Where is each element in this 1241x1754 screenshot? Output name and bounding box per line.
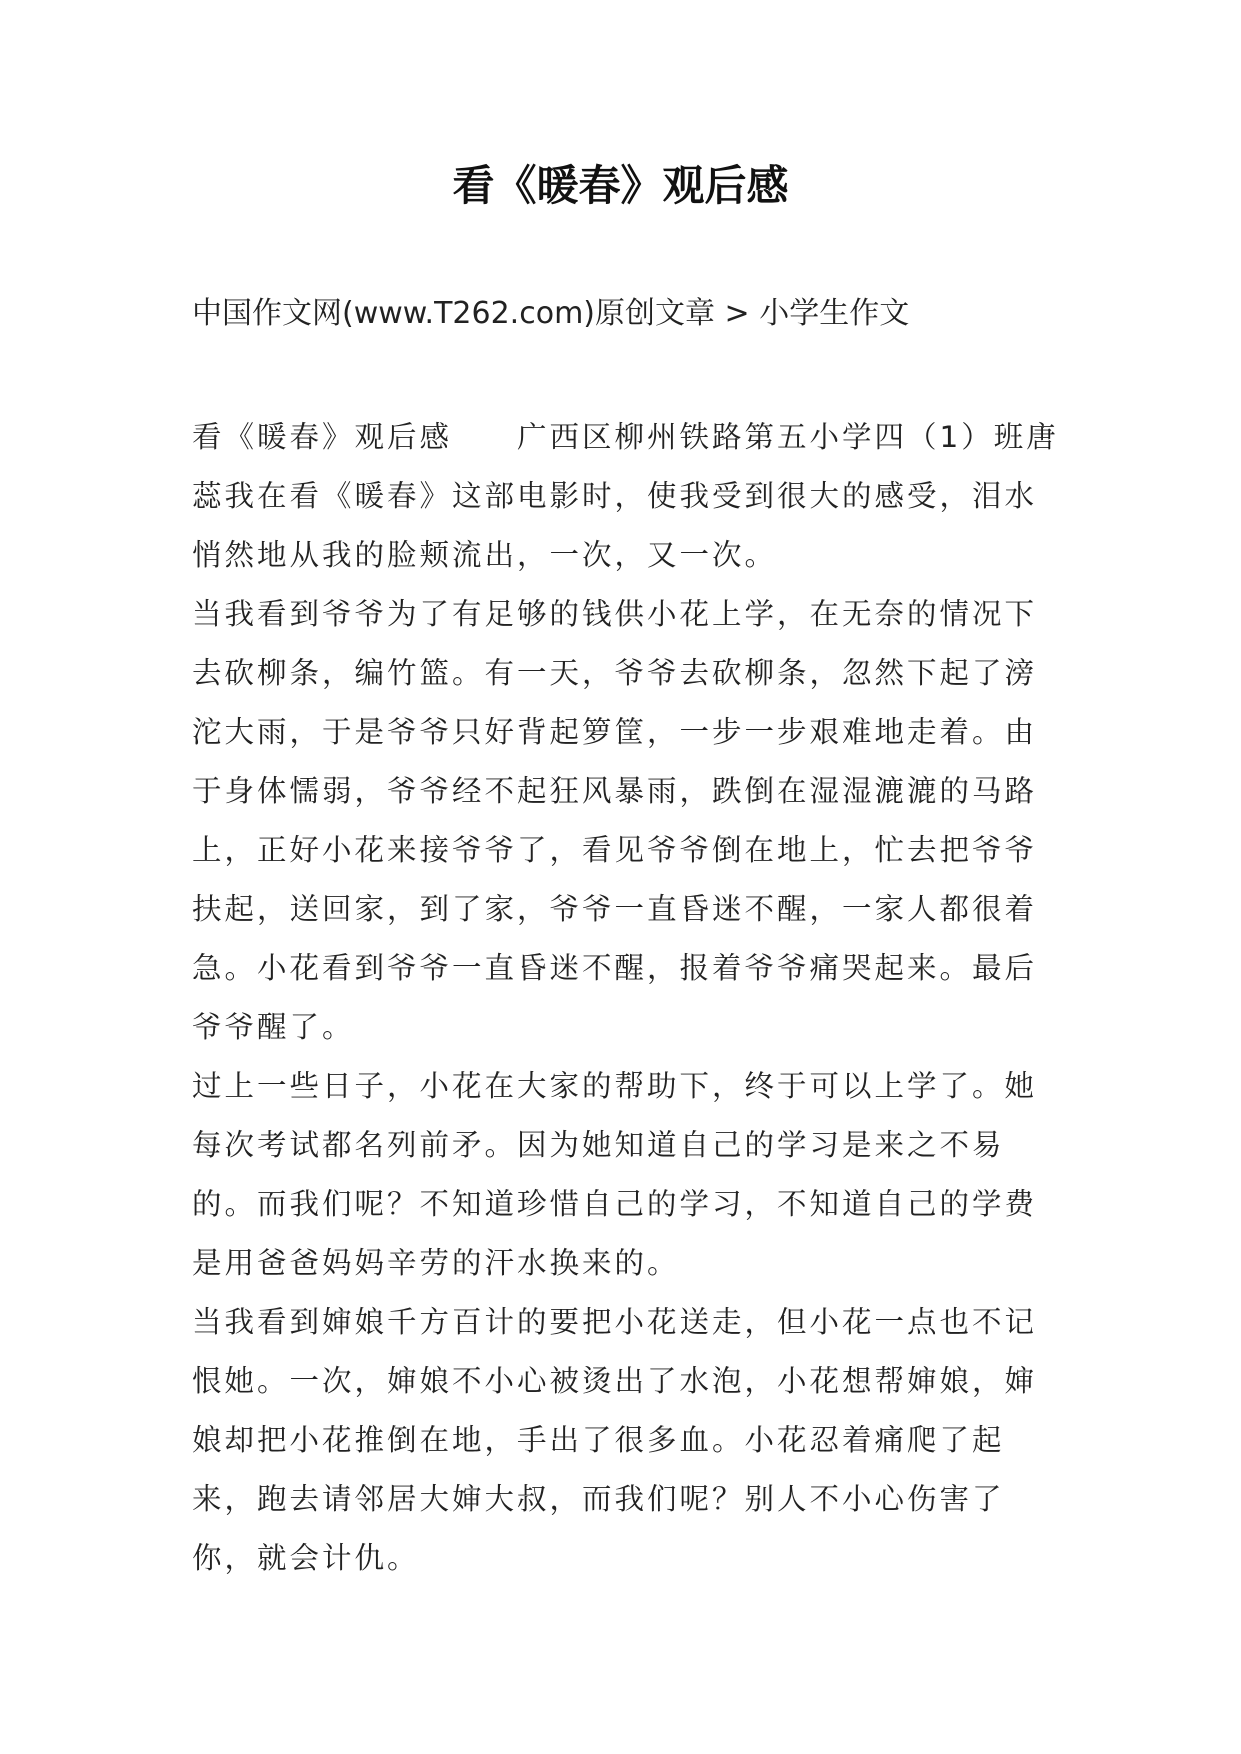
article-paragraph: 过上一些日子，小花在大家的帮助下，终于可以上学了。她每次考试都名列前矛。因为她知道自己的学习是来之不易的。而我们呢？不知道珍惜自己的学习，不知道自己的学费是用爸爸妈妈辛劳的汗水换来的。 xyxy=(192,1069,1038,1280)
breadcrumb-site: 中国作文网(www.T262.com)原创文章 xyxy=(192,296,715,331)
document-title: 看《暖春》观后感 xyxy=(452,161,789,210)
article-paragraph: 当我看到婶娘千方百计的要把小花送走，但小花一点也不记恨她。一次，婶娘不小心被烫出了水泡，小花想帮婶娘，婶娘却把小花推倒在地，手出了很多血。小花忍着痛爬了起来，跑去请邻居大婶大叔，而我们呢？别人不小心伤害了你，就会计仇。 xyxy=(192,1305,1038,1575)
breadcrumb xyxy=(192,292,1072,336)
article-paragraph: 当我看到爷爷为了有足够的钱供小花上学，在无奈的情况下去砍柳条，编竹篮。有一天，爷爷去砍柳条，忽然下起了滂沱大雨，于是爷爷只好背起箩筐，一步一步艰难地走着。由于身体懦弱，爷爷经不起狂风暴雨，跌倒在湿湿漉漉的马路上，正好小花来接爷爷了，看见爷爷倒在地上，忙去把爷爷扶起，送回家，到了家，爷爷一直昏迷不醒，一家人都很着急。小花看到爷爷一直昏迷不醒，报着爷爷痛哭起来。最后爷爷醒了。 xyxy=(192,597,1038,1044)
breadcrumb-separator: > xyxy=(715,296,760,331)
article-body xyxy=(192,408,1064,1588)
article-paragraph: 看《暖春》观后感 广西区柳州铁路第五小学四（1）班唐蕊我在看《暖春》这部电影时，使我受到很大的感受，泪水悄然地从我的脸颊流出，一次，又一次。 xyxy=(192,420,1059,572)
breadcrumb-category: 小学生作文 xyxy=(759,296,910,331)
